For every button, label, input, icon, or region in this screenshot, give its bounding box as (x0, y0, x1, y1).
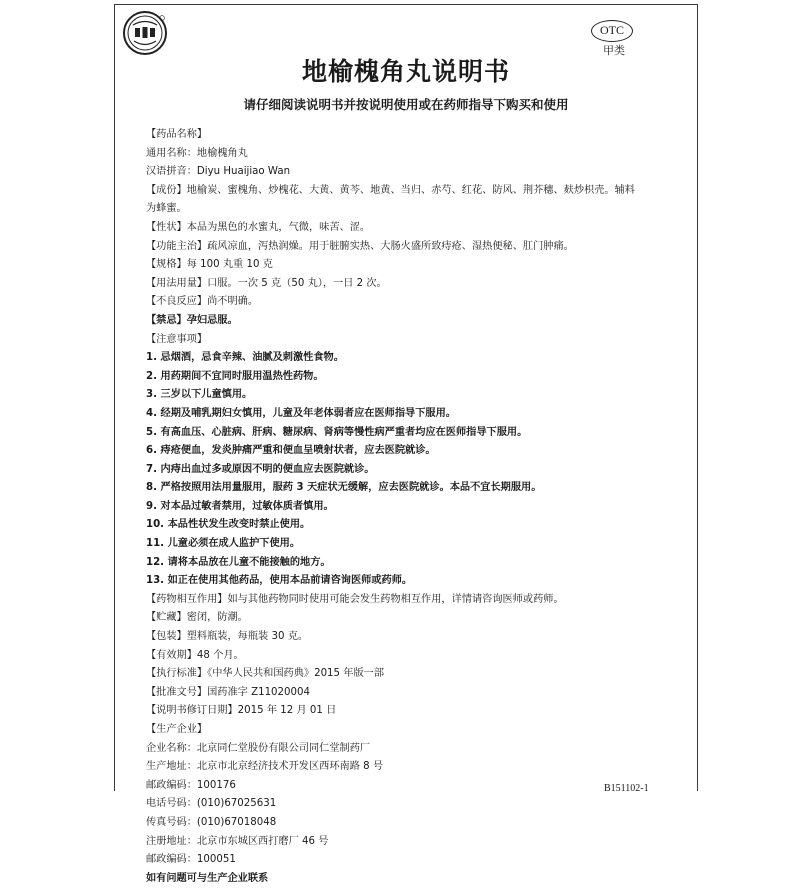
registered-address: 注册地址：北京市东城区西打磨厂 46 号 (146, 835, 329, 847)
phone-number: 电话号码：(010)67025631 (146, 798, 277, 810)
pinyin-name: 汉语拼音：Diyu Huaijiao Wan (146, 166, 291, 178)
generic-name: 通用名称：地榆槐角丸 (146, 147, 248, 159)
fax-number: 传真号码：(010)67018048 (146, 816, 277, 828)
precaution-item: 7. 内痔出血过多或原因不明的便血应去医院就诊。 (146, 463, 375, 475)
postal-code: 邮政编码：100176 (146, 779, 236, 791)
contact-note: 如有问题可与生产企业联系 (146, 872, 269, 884)
precaution-item: 12. 请将本品放在儿童不能接触的地方。 (146, 556, 331, 568)
registered-postal-code: 邮政编码：100051 (146, 854, 236, 866)
revision-date: 【说明书修订日期】2015 年 12 月 01 日 (146, 705, 337, 717)
validity-period: 【有效期】48 个月。 (146, 649, 244, 661)
ingredients-line-1: 【成份】地榆炭、蜜槐角、炒槐花、大黄、黄芩、地黄、当归、赤芍、红花、防风、荆芥穗、麸炒枳壳。辅料 (146, 184, 635, 196)
drug-name-header: 【药品名称】 (146, 129, 208, 140)
otc-badge: OTC (591, 20, 633, 42)
storage: 【贮藏】密闭，防潮。 (146, 612, 248, 624)
otc-class-label: 甲类 (603, 44, 625, 57)
packaging: 【包装】塑料瓶装，每瓶装 30 克。 (146, 631, 309, 643)
precaution-item: 9. 对本品过敏者禁用，过敏体质者慎用。 (146, 500, 334, 512)
contraindications: 【禁忌】孕妇忌服。 (146, 314, 238, 326)
approval-number: 【批准文号】国药准字 Z11020004 (146, 686, 310, 698)
tongrentang-logo (122, 10, 168, 56)
precaution-item: 11. 儿童必须在成人监护下使用。 (146, 538, 301, 550)
document-code: B151102-1 (604, 783, 649, 794)
precaution-item: 2. 用药期间不宜同时服用温热性药物。 (146, 370, 324, 382)
ingredients-line-2: 为蜂蜜。 (146, 203, 187, 215)
drug-interactions: 【药物相互作用】如与其他药物同时使用可能会发生药物相互作用，详情请咨询医师或药师。 (146, 593, 564, 605)
leaflet-content (146, 126, 691, 888)
precaution-item: 4. 经期及哺乳期妇女慎用，儿童及年老体弱者应在医师指导下服用。 (146, 407, 456, 419)
company-name: 企业名称：北京同仁堂股份有限公司同仁堂制药厂 (146, 742, 371, 754)
execution-standard: 【执行标准】《中华人民共和国药典》2015 年版一部 (146, 668, 384, 680)
precaution-item: 10. 本品性状发生改变时禁止使用。 (146, 519, 311, 531)
document-title: 地榆槐角丸说明书 (301, 57, 510, 86)
dosage: 【用法用量】口服。一次 5 克（50 丸），一日 2 次。 (146, 277, 387, 289)
properties: 【性状】本品为黑色的水蜜丸，气微，味苦、涩。 (146, 221, 371, 233)
precaution-item: 5. 有高血压、心脏病、肝病、糖尿病、肾病等慢性病严重者均应在医师指导下服用。 (146, 426, 528, 438)
precautions-header: 【注意事项】 (146, 333, 208, 345)
document-subtitle: 请仔细阅读说明书并按说明使用或在药师指导下购买和使用 (243, 97, 569, 112)
adverse-reactions: 【不良反应】尚不明确。 (146, 296, 259, 308)
indications: 【功能主治】疏风凉血，泻热润燥。用于脏腑实热、大肠火盛所致痔疮、湿热便秘、肛门肿痛。 (146, 240, 574, 252)
precaution-item: 3. 三岁以下儿童慎用。 (146, 389, 253, 401)
precaution-item: 1. 忌烟酒，忌食辛辣、油腻及刺激性食物。 (146, 352, 344, 364)
precaution-item: 6. 痔疮便血，发炎肿痛严重和便血呈喷射状者，应去医院就诊。 (146, 445, 436, 457)
manufacturer-header: 【生产企业】 (146, 724, 208, 735)
precaution-item: 8. 严格按照用法用量服用，服药 3 天症状无缓解，应去医院就诊。本品不宜长期服用。 (146, 482, 542, 494)
production-address: 生产地址：北京市北京经济技术开发区西环南路 8 号 (146, 761, 384, 773)
specification: 【规格】每 100 丸重 10 克 (146, 259, 273, 271)
precaution-item: 13. 如正在使用其他药品，使用本品前请咨询医师或药师。 (146, 575, 413, 587)
